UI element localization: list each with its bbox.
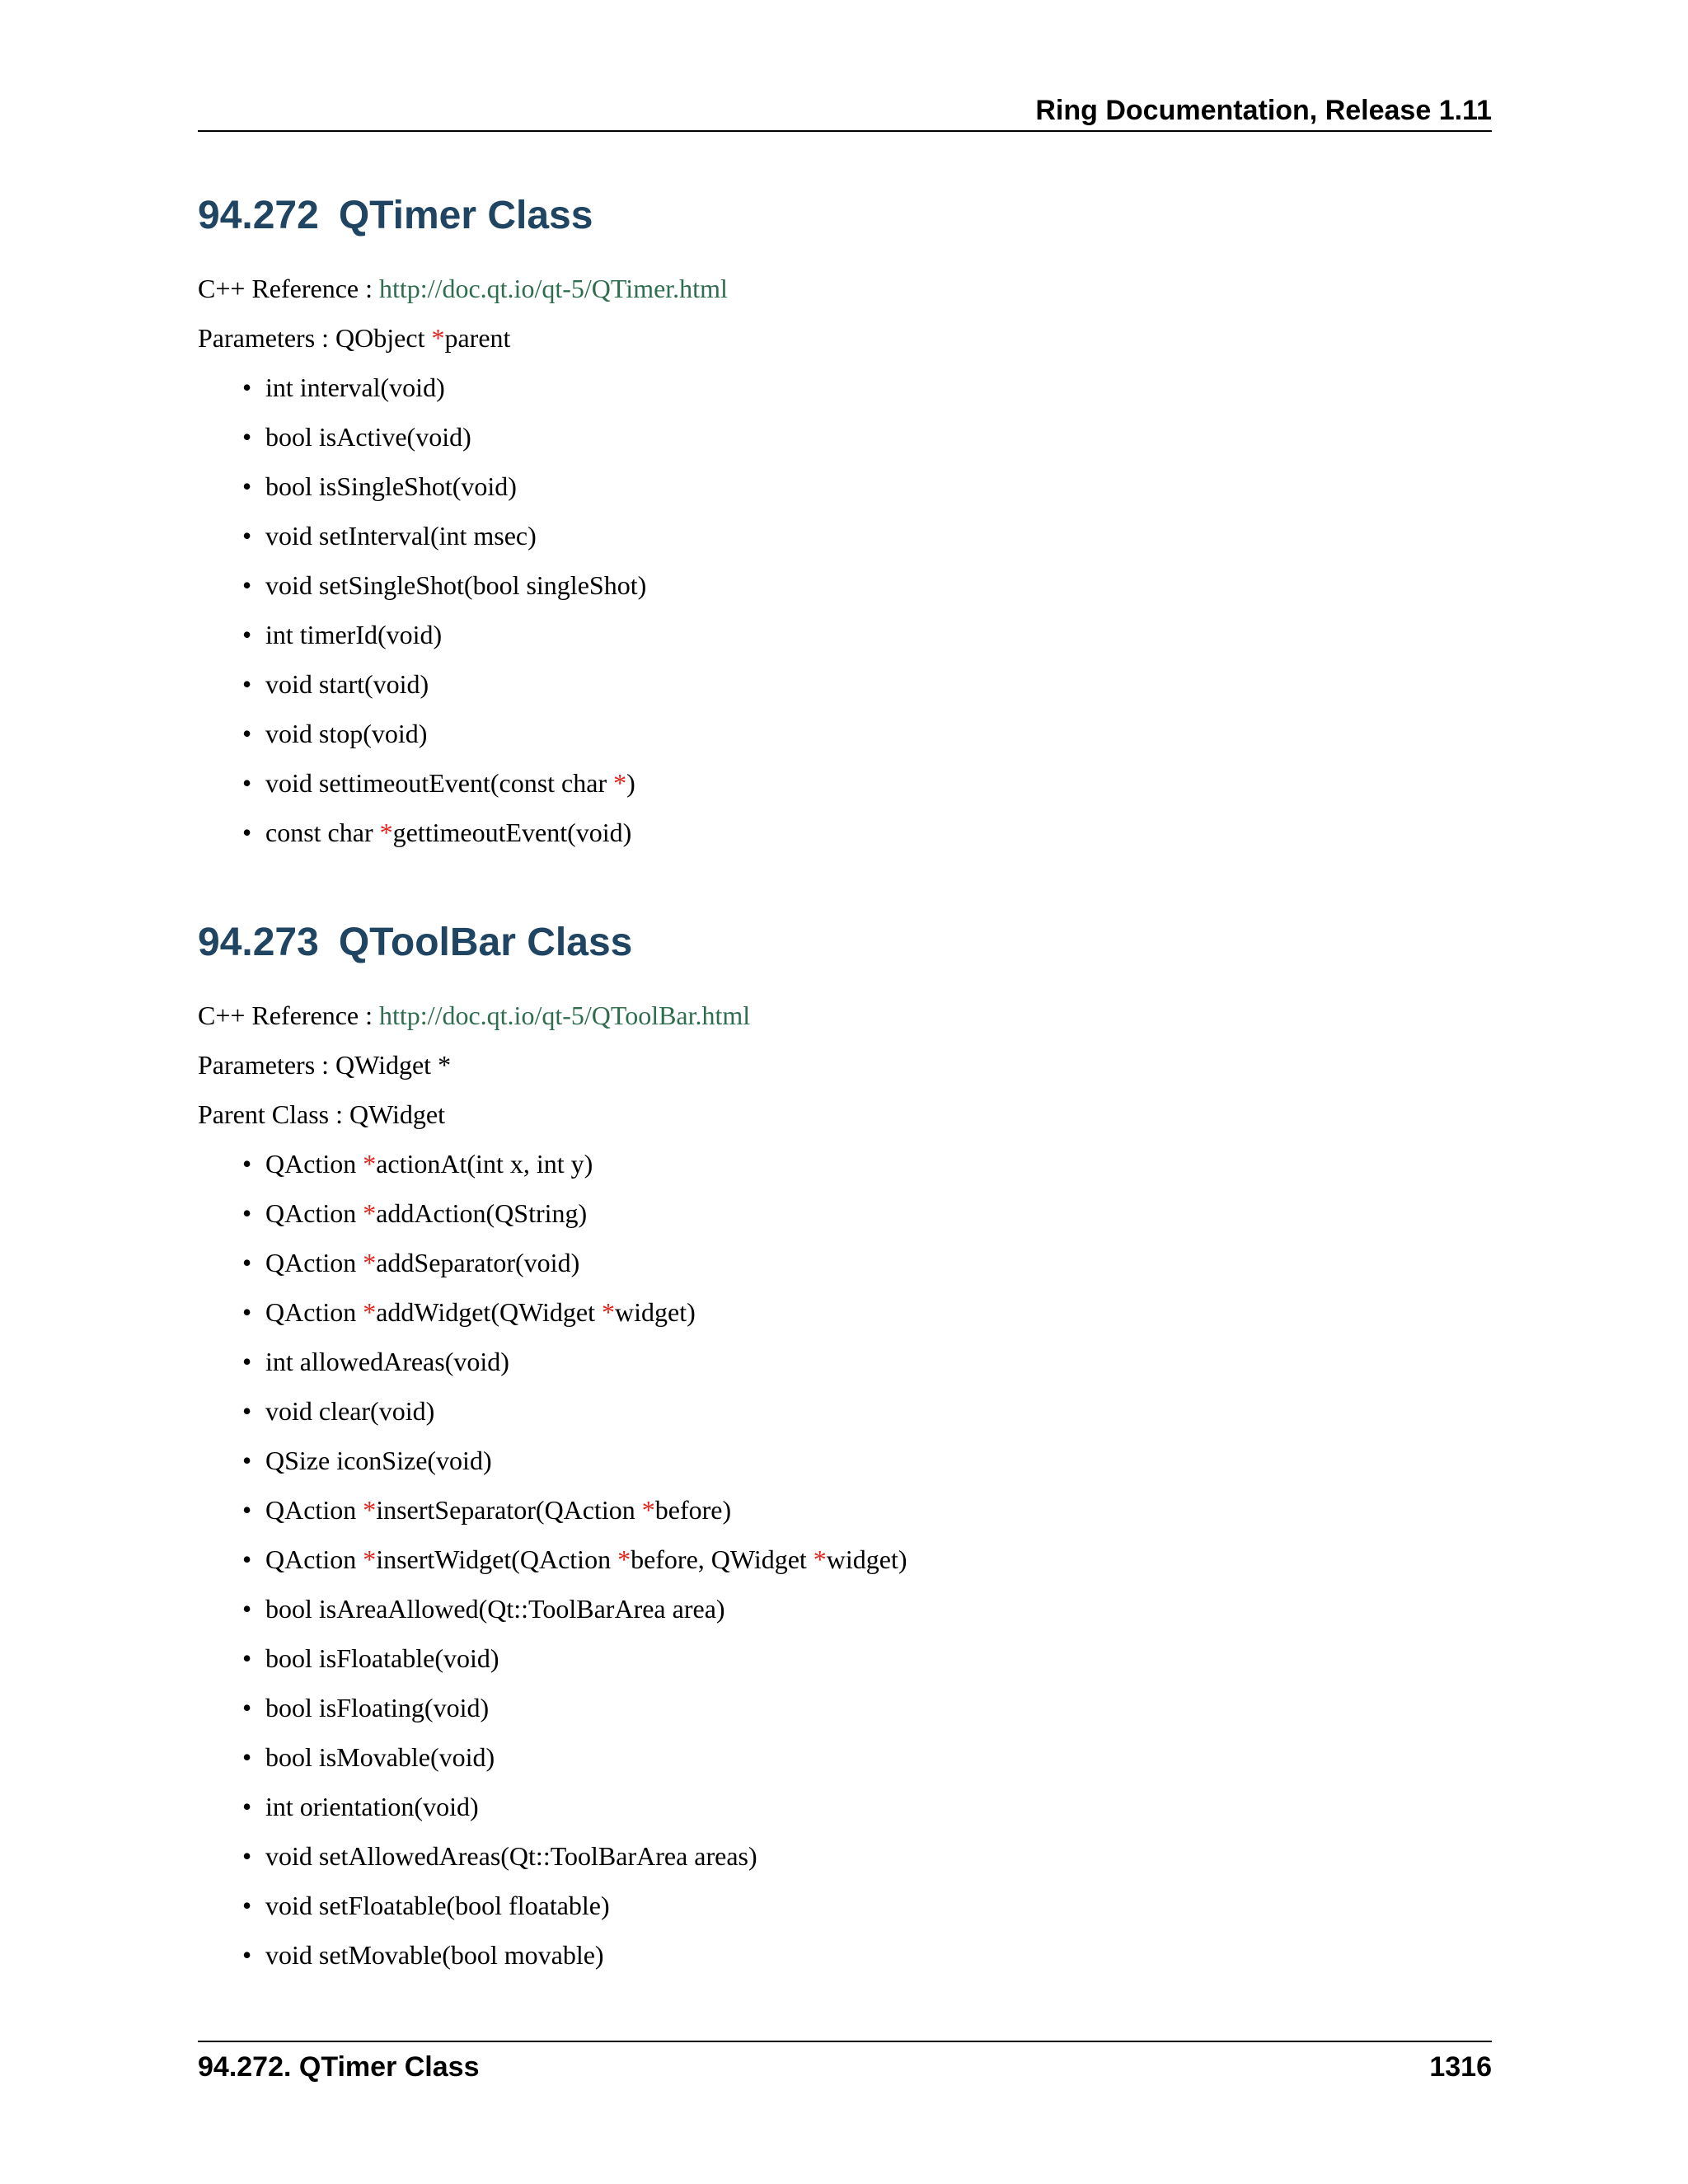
parameters: Parameters : QWidget * [198,1050,452,1080]
parameters [198,320,1492,356]
method-signature: void setSingleShot(bool singleShot) [265,570,647,600]
method-signature: int timerId(void) [265,620,443,649]
method-signature: QAction *actionAt(int x, int y) [265,1149,593,1179]
parameters-rest: parent [444,323,511,353]
method-signature: bool isActive(void) [265,422,471,452]
bullet-icon: • [242,1446,252,1475]
header-rule [198,130,1492,132]
method-signature: QAction *addWidget(QWidget *widget) [265,1297,696,1327]
method-signature: QAction *addSeparator(void) [265,1248,580,1277]
bullet-icon: • [242,373,252,402]
method-signature: QSize iconSize(void) [265,1446,492,1475]
parameters-text: Parameters : QObject [198,323,432,353]
bullet-icon: • [242,1347,252,1376]
bullet-icon: • [242,521,252,551]
method-item [242,666,1492,715]
bullet-icon: • [242,1198,252,1228]
method-signature: int orientation(void) [265,1792,479,1821]
section-title-text: QToolBar Class [338,921,633,964]
method-item [242,518,1492,567]
method-item [242,1146,1492,1195]
section-title-text: QTimer Class [338,194,593,237]
method-item [242,765,1492,814]
method-item [242,1343,1492,1393]
method-signature: int allowedAreas(void) [265,1347,509,1376]
bullet-icon: • [242,1544,252,1574]
method-signature: QAction *insertSeparator(QAction *before) [265,1495,732,1525]
bullet-icon: • [242,1297,252,1327]
method-item [242,468,1492,518]
pointer-star: * [363,1544,377,1574]
running-header: Ring Documentation, Release 1.11 [1035,95,1492,126]
method-item [242,1591,1492,1640]
method-item [242,1937,1492,1986]
method-item [242,1492,1492,1541]
method-item [242,1393,1492,1442]
method-signature: void setInterval(int msec) [265,521,537,551]
bullet-icon: • [242,570,252,600]
document-page [198,0,1492,2184]
footer-rule [198,2041,1492,2042]
bullet-icon: • [242,1891,252,1920]
method-item [242,1838,1492,1887]
method-signature: bool isMovable(void) [265,1742,495,1772]
method-signature: bool isFloatable(void) [265,1643,499,1673]
footer-section: 94.272. QTimer Class [198,2051,480,2083]
section-title [198,918,1492,968]
method-signature: QAction *addAction(QString) [265,1198,588,1228]
method-signature: void stop(void) [265,719,428,748]
method-item [242,1442,1492,1492]
method-signature: const char *gettimeoutEvent(void) [265,818,632,847]
method-item [242,814,1492,864]
bullet-icon: • [242,1792,252,1821]
method-item [242,419,1492,468]
method-signature: void setMovable(bool movable) [265,1940,604,1970]
method-item [242,1887,1492,1937]
reference-link[interactable]: http://doc.qt.io/qt-5/QToolBar.html [379,1001,751,1030]
reference-link[interactable]: http://doc.qt.io/qt-5/QTimer.html [379,274,728,303]
section-title [198,191,1492,241]
bullet-icon: • [242,1693,252,1722]
section-qtoolbar [198,918,1492,1986]
cpp-reference [198,270,1492,307]
pointer-star: * [813,1544,827,1574]
bullet-icon: • [242,620,252,649]
bullet-icon: • [242,719,252,748]
method-signature: void start(void) [265,669,429,699]
bullet-icon: • [242,1594,252,1624]
method-signature: int interval(void) [265,373,445,402]
method-signature: bool isFloating(void) [265,1693,490,1722]
method-item [242,1294,1492,1343]
pointer-star: * [363,1149,377,1179]
method-item [242,567,1492,616]
section-qtimer [198,191,1492,864]
reference-label: C++ Reference : [198,1001,379,1030]
method-item [242,1788,1492,1838]
method-item [242,1195,1492,1244]
bullet-icon: • [242,669,252,699]
bullet-icon: • [242,471,252,501]
bullet-icon: • [242,1940,252,1970]
method-item [242,715,1492,765]
method-signature: bool isAreaAllowed(Qt::ToolBarArea area) [265,1594,725,1624]
bullet-icon: • [242,1495,252,1525]
pointer-star: * [363,1198,377,1228]
method-item [242,1640,1492,1690]
method-item [242,1690,1492,1739]
method-list [198,369,1492,864]
method-item [242,1244,1492,1294]
section-number: 94.273 [198,921,319,964]
pointer-star: * [363,1495,377,1525]
bullet-icon: • [242,1149,252,1179]
parent-class: Parent Class : QWidget [198,1099,445,1129]
pointer-star: * [363,1297,377,1327]
method-item [242,369,1492,419]
bullet-icon: • [242,1396,252,1426]
pointer-star: * [617,1544,631,1574]
method-signature: void setFloatable(bool floatable) [265,1891,610,1920]
bullet-icon: • [242,768,252,798]
method-item [242,1541,1492,1591]
bullet-icon: • [242,1841,252,1871]
bullet-icon: • [242,818,252,847]
method-signature: void clear(void) [265,1396,435,1426]
pointer-star: * [379,818,393,847]
method-item [242,1739,1492,1788]
method-list [198,1146,1492,1986]
bullet-icon: • [242,1742,252,1772]
method-signature: bool isSingleShot(void) [265,471,517,501]
pointer-star: * [641,1495,655,1525]
bullet-icon: • [242,1248,252,1277]
method-item [242,616,1492,666]
bullet-icon: • [242,422,252,452]
method-signature: QAction *insertWidget(QAction *before, QWidget *widget) [265,1544,907,1574]
reference-label: C++ Reference : [198,274,379,303]
pointer-star: * [363,1248,377,1277]
bullet-icon: • [242,1643,252,1673]
method-signature: void setAllowedAreas(Qt::ToolBarArea areas) [265,1841,757,1871]
method-signature: void settimeoutEvent(const char *) [265,768,635,798]
pointer-star: * [613,768,627,798]
pointer-star: * [431,323,445,353]
pointer-star: * [601,1297,615,1327]
cpp-reference [198,997,1492,1033]
section-number: 94.272 [198,194,319,237]
page-number: 1316 [1429,2051,1492,2083]
